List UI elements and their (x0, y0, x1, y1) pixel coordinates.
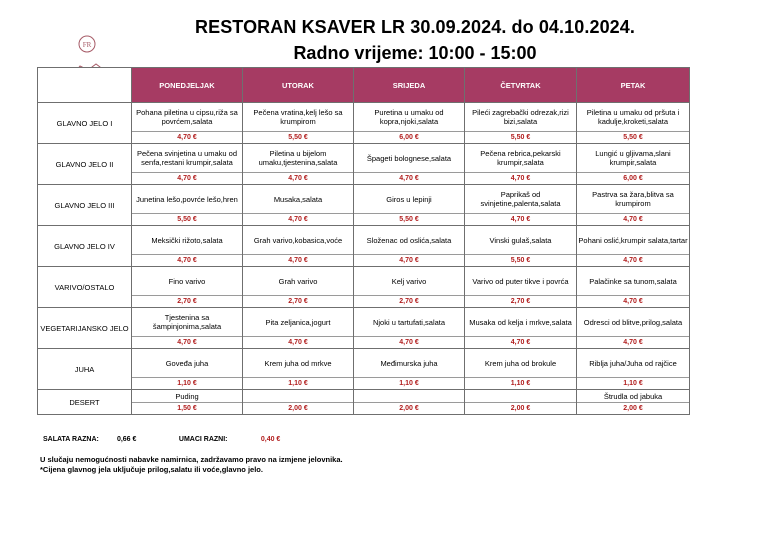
menu-row (38, 349, 690, 390)
menu-cell-thursday (465, 308, 577, 349)
dish-price: 4,70 € (132, 254, 242, 266)
menu-row (38, 144, 690, 185)
dish-price: 5,50 € (465, 131, 576, 143)
dish-name: Meksički rižoto,salata (151, 235, 223, 245)
menu-cell-thursday (465, 349, 577, 390)
menu-cell-monday (132, 349, 243, 390)
dish-name (465, 390, 576, 402)
menu-cell-thursday (465, 144, 577, 185)
dish-name (243, 390, 353, 402)
menu-cell-friday (577, 349, 690, 390)
menu-row (38, 103, 690, 144)
logo-monogram: FR (82, 41, 92, 49)
dish-price: 4,70 € (132, 172, 242, 184)
dish-name: Špageti bolognese,salata (366, 153, 452, 163)
menu-cell-monday (132, 144, 243, 185)
menu-row (38, 226, 690, 267)
dish-name: Palačinke sa tunom,salata (589, 276, 677, 286)
dish-name: Kelj varivo (391, 276, 427, 286)
weekly-menu-table (37, 67, 690, 415)
dish-price: 2,70 € (354, 295, 464, 307)
dish-name: Pohani oslić,krumpir salata,tartar (578, 235, 688, 245)
menu-cell-wednesday (354, 226, 465, 267)
dish-price: 4,70 € (465, 336, 576, 348)
menu-cell-monday (132, 185, 243, 226)
dish-name: Puding (175, 391, 199, 401)
dish-name: Puretina u umaku od kopra,njoki,salata (374, 108, 444, 126)
dish-price: 1,10 € (132, 377, 242, 389)
menu-cell-friday (577, 185, 690, 226)
dish-price: 4,70 € (243, 213, 353, 225)
footer-notes (40, 455, 343, 475)
dish-name (354, 390, 464, 402)
dish-name: Riblja juha/Juha od rajčice (589, 358, 677, 368)
dish-price: 1,10 € (354, 377, 464, 389)
dish-price: 1,10 € (243, 377, 353, 389)
dish-name: Pohana piletina u cipsu,riža sa povrćem,salata (136, 108, 238, 126)
menu-cell-monday (132, 308, 243, 349)
menu-cell-tuesday (243, 390, 354, 415)
dish-name: Pečena rebrica,pekarski krumpir,salata (480, 149, 561, 167)
dish-name: Pečena svinjetina u umaku od senfa,restani krumpir,salata (136, 149, 238, 167)
dish-name: Varivo od puter tikve i povrća (472, 276, 569, 286)
dish-price: 2,00 € (465, 402, 576, 414)
menu-cell-wednesday (354, 308, 465, 349)
dish-price: 5,50 € (465, 254, 576, 266)
dish-name: Odresci od blitve,prilog,salata (583, 317, 683, 327)
category-label: GLAVNO JELO I (38, 103, 132, 144)
menu-cell-wednesday (354, 103, 465, 144)
dish-name: Musaka,salata (273, 194, 323, 204)
menu-cell-tuesday (243, 185, 354, 226)
dish-name: Pečena vratina,kelj lešo sa krumpirom (253, 108, 343, 126)
menu-cell-wednesday (354, 349, 465, 390)
day-header-tuesday: UTORAK (243, 68, 354, 103)
dish-name: Grah varivo,kobasica,voće (253, 235, 343, 245)
dish-price: 4,70 € (132, 336, 242, 348)
menu-body (38, 103, 690, 415)
category-label: VARIVO/OSTALO (38, 267, 132, 308)
dish-price: 1,50 € (132, 402, 242, 414)
dish-name: Musaka od kelja i mrkve,salata (469, 317, 572, 327)
dish-price: 2,70 € (243, 295, 353, 307)
dish-name: Lungić u gljivama,slani krumpir,salata (595, 149, 671, 167)
dish-price: 1,10 € (465, 377, 576, 389)
dish-price: 4,70 € (354, 172, 464, 184)
menu-cell-thursday (465, 267, 577, 308)
day-header-row (38, 68, 690, 103)
category-label: GLAVNO JELO II (38, 144, 132, 185)
dish-name: Piletina u bijelom umaku,tjestenina,salata (258, 149, 338, 167)
category-label: DESERT (38, 390, 132, 415)
dish-price: 4,70 € (577, 254, 689, 266)
price-note: *Cijena glavnog jela uključuje prilog,salatu ili voće,glavno jelo. (40, 465, 263, 474)
dish-name: Štrudla od jabuka (603, 391, 663, 401)
dish-price: 4,70 € (577, 336, 689, 348)
category-label: JUHA (38, 349, 132, 390)
opening-hours: Radno vrijeme: 10:00 - 15:00 (293, 43, 537, 63)
dish-name: Junetina lešo,povrće lešo,hren (136, 194, 238, 204)
dish-name: Piletina u umaku od pršuta i kadulje,kroketi,salata (586, 108, 680, 126)
menu-cell-wednesday (354, 144, 465, 185)
menu-cell-friday (577, 226, 690, 267)
menu-cell-friday (577, 267, 690, 308)
day-header-monday: PONEDJELJAK (132, 68, 243, 103)
menu-cell-tuesday (243, 226, 354, 267)
dish-price: 4,70 € (577, 295, 689, 307)
dish-price: 4,70 € (243, 172, 353, 184)
menu-cell-monday (132, 390, 243, 415)
dish-price: 6,00 € (577, 172, 689, 184)
menu-cell-friday (577, 103, 690, 144)
dish-price: 4,70 € (465, 172, 576, 184)
page-title: RESTORAN KSAVER LR 30.09.2024. do 04.10.2024. (194, 17, 636, 37)
day-header-wednesday: SRIJEDA (354, 68, 465, 103)
menu-cell-tuesday (243, 144, 354, 185)
dish-name: Njoki u tartufati,salata (372, 317, 446, 327)
menu-cell-tuesday (243, 267, 354, 308)
menu-cell-wednesday (354, 267, 465, 308)
dish-price: 2,70 € (132, 295, 242, 307)
dish-name: Vinski gulaš,salata (489, 235, 552, 245)
menu-cell-wednesday (354, 185, 465, 226)
menu-cell-friday (577, 144, 690, 185)
menu-cell-monday (132, 226, 243, 267)
dish-name: Pastrva sa žara,blitva sa krumpirom (592, 190, 674, 208)
sauce-label: UMACI RAZNI: (178, 436, 228, 443)
dish-price: 4,70 € (354, 336, 464, 348)
dish-price: 6,00 € (354, 131, 464, 143)
category-label: GLAVNO JELO IV (38, 226, 132, 267)
dish-price: 4,70 € (577, 213, 689, 225)
dish-price: 2,00 € (243, 402, 353, 414)
menu-cell-thursday (465, 103, 577, 144)
salad-price: 0,66 € (116, 436, 137, 443)
menu-row (38, 267, 690, 308)
dish-name: Krem juha od brokule (484, 358, 557, 368)
dish-name: Giros u lepinji (386, 194, 432, 204)
dish-price: 2,70 € (465, 295, 576, 307)
dish-price: 5,50 € (243, 131, 353, 143)
menu-row (38, 308, 690, 349)
menu-cell-tuesday (243, 103, 354, 144)
dish-name: Grah varivo (278, 276, 318, 286)
dish-price: 4,70 € (465, 213, 576, 225)
menu-cell-thursday (465, 185, 577, 226)
dish-price: 4,70 € (354, 254, 464, 266)
dish-price: 4,70 € (243, 254, 353, 266)
menu-cell-monday (132, 103, 243, 144)
day-header-friday: PETAK (577, 68, 690, 103)
dish-name: Složenac od oslića,salata (366, 235, 452, 245)
dish-price: 5,50 € (132, 213, 242, 225)
dish-price: 1,10 € (577, 377, 689, 389)
menu-cell-tuesday (243, 349, 354, 390)
dish-name: Pileći zagrebački odrezak,rizi bizi,salata (472, 108, 569, 126)
dish-price: 4,70 € (243, 336, 353, 348)
dish-name: Pita zeljanica,jogurt (265, 317, 331, 327)
day-header-thursday: ČETVRTAK (465, 68, 577, 103)
menu-cell-monday (132, 267, 243, 308)
menu-cell-thursday (465, 390, 577, 415)
extras-line (43, 436, 280, 443)
menu-cell-tuesday (243, 308, 354, 349)
dish-name: Tjestenina sa šampinjonima,salata (152, 313, 222, 331)
dish-price: 2,00 € (577, 402, 689, 414)
sauce-price: 0,40 € (260, 436, 281, 443)
menu-row (38, 390, 690, 415)
dish-price: 5,50 € (354, 213, 464, 225)
menu-row (38, 185, 690, 226)
salad-label: SALATA RAZNA: (43, 436, 99, 443)
corner-cell (38, 68, 132, 103)
menu-cell-friday (577, 308, 690, 349)
category-label: GLAVNO JELO III (38, 185, 132, 226)
category-label: VEGETARIJANSKO JELO (38, 308, 132, 349)
dish-name: Fino varivo (168, 276, 206, 286)
dish-price: 5,50 € (577, 131, 689, 143)
dish-name: Međimurska juha (380, 358, 438, 368)
dish-price: 2,00 € (354, 402, 464, 414)
dish-name: Krem juha od mrkve (264, 358, 332, 368)
dish-name: Paprikaš od svinjetine,palenta,salata (480, 190, 561, 208)
availability-note: U slučaju nemogućnosti nabavke namirnica, zadržavamo pravo na izmjene jelovnika. (40, 455, 343, 464)
dish-name: Goveđa juha (165, 358, 209, 368)
menu-cell-thursday (465, 226, 577, 267)
menu-cell-friday (577, 390, 690, 415)
menu-cell-wednesday (354, 390, 465, 415)
dish-price: 4,70 € (132, 131, 242, 143)
